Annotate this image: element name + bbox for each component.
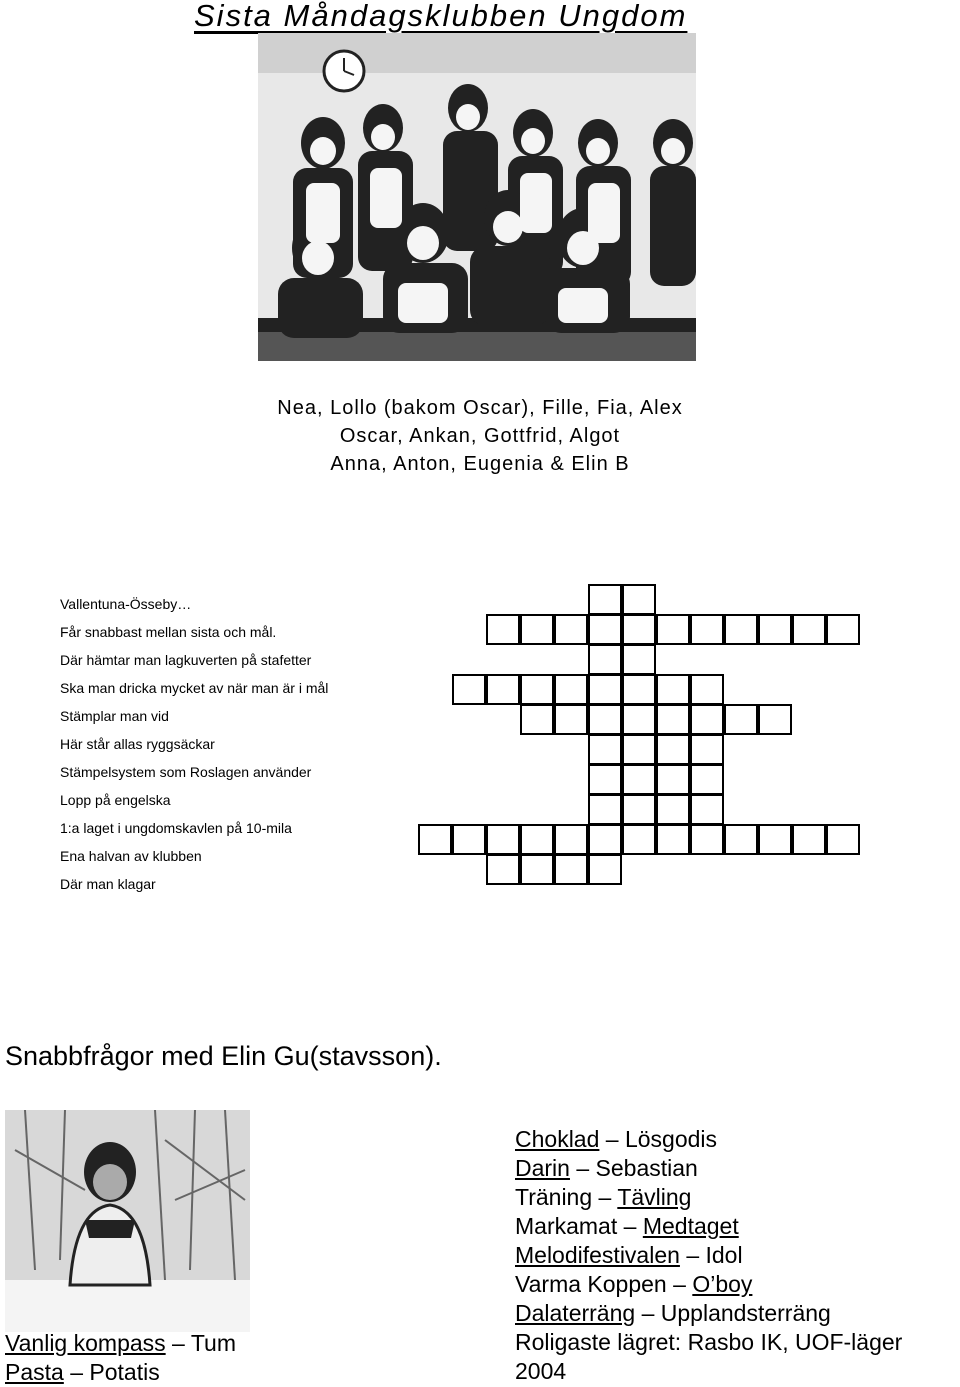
qa-option: Lösgodis	[624, 1126, 718, 1152]
qa-row	[5, 1358, 236, 1387]
crossword-cell[interactable]	[724, 704, 758, 735]
qa-option: Darin	[515, 1155, 570, 1181]
qa-row	[515, 1183, 955, 1212]
crossword-cell[interactable]	[520, 674, 554, 705]
crossword-cell[interactable]	[588, 704, 622, 735]
crossword-cell[interactable]	[622, 704, 656, 735]
crossword-cell[interactable]	[690, 794, 724, 825]
crossword-cell[interactable]	[622, 644, 656, 675]
crossword-cell[interactable]	[690, 764, 724, 795]
clue-item: Får snabbast mellan sista och mål.	[60, 624, 277, 640]
qa-option: O’boy	[692, 1271, 753, 1297]
qa-option: Träning	[515, 1184, 593, 1210]
crossword-cell[interactable]	[622, 824, 656, 855]
qa-option: Melodifestivalen	[515, 1242, 680, 1268]
crossword-cell[interactable]	[452, 674, 486, 705]
clue-item: Vallentuna-Össeby…	[60, 596, 192, 612]
clue-item: Stämplar man vid	[60, 708, 169, 724]
qa-dash: –	[598, 1184, 612, 1210]
qa-row	[515, 1154, 955, 1183]
clue-item: Lopp på engelska	[60, 792, 171, 808]
crossword-cell[interactable]	[656, 614, 690, 645]
crossword-cell[interactable]	[758, 614, 792, 645]
qa-dash: –	[70, 1359, 84, 1385]
elin-photo	[5, 1110, 250, 1332]
caption-line: Nea, Lollo (bakom Oscar), Fille, Fia, Alex	[277, 397, 683, 419]
qa-dash: –	[686, 1242, 700, 1268]
crossword-cell[interactable]	[656, 764, 690, 795]
crossword-cell[interactable]	[554, 854, 588, 885]
crossword-cell[interactable]	[758, 824, 792, 855]
crossword-cell[interactable]	[792, 614, 826, 645]
quick-questions-heading: Snabbfrågor med Elin Gu(stavsson).	[5, 1041, 442, 1071]
crossword-cell[interactable]	[656, 704, 690, 735]
qa-list-left	[5, 1329, 236, 1387]
qa-option: Upplandsterräng	[660, 1300, 831, 1326]
qa-dash: –	[673, 1271, 686, 1297]
qa-option: Medtaget	[642, 1213, 739, 1239]
crossword-cell[interactable]	[554, 614, 588, 645]
crossword-cell[interactable]	[622, 674, 656, 705]
crossword-cell[interactable]	[554, 704, 588, 735]
crossword-cell[interactable]	[486, 824, 520, 855]
clue-item: Ska man dricka mycket av när man är i mål	[60, 680, 329, 696]
crossword-cell[interactable]	[724, 824, 758, 855]
qa-option: Varma Koppen	[515, 1271, 667, 1297]
crossword-cell[interactable]	[622, 794, 656, 825]
qa-option: Pasta	[5, 1359, 64, 1385]
crossword-cell[interactable]	[554, 674, 588, 705]
crossword-cell[interactable]	[690, 614, 724, 645]
crossword-cell[interactable]	[622, 734, 656, 765]
qa-option: Tum	[190, 1330, 236, 1356]
crossword-cell[interactable]	[554, 824, 588, 855]
crossword-cell[interactable]	[656, 824, 690, 855]
qa-option: Idol	[705, 1242, 743, 1268]
qa-row	[515, 1212, 955, 1241]
crossword-cell[interactable]	[724, 614, 758, 645]
crossword-cell[interactable]	[486, 854, 520, 885]
clue-item: Stämpelsystem som Roslagen använder	[60, 764, 312, 780]
crossword-cell[interactable]	[690, 734, 724, 765]
qa-dash: –	[641, 1300, 655, 1326]
crossword-cell[interactable]	[758, 704, 792, 735]
crossword-cell[interactable]	[418, 824, 452, 855]
qa-option: Markamat	[515, 1213, 618, 1239]
qa-dash: –	[623, 1213, 637, 1239]
crossword-cell[interactable]	[588, 614, 622, 645]
group-photo	[258, 33, 696, 361]
qa-option: Potatis	[89, 1359, 160, 1385]
crossword-cell[interactable]	[656, 794, 690, 825]
crossword-cell[interactable]	[452, 824, 486, 855]
photo-caption	[240, 394, 720, 478]
qa-row	[515, 1125, 955, 1154]
qa-option: Sebastian	[595, 1155, 698, 1181]
qa-row	[515, 1241, 955, 1270]
crossword-cell[interactable]	[588, 794, 622, 825]
crossword-cell[interactable]	[622, 764, 656, 795]
clue-item: Där hämtar man lagkuverten på stafetter	[60, 652, 312, 668]
crossword-cell[interactable]	[588, 584, 622, 615]
qa-row	[515, 1270, 955, 1299]
crossword-cell[interactable]	[690, 824, 724, 855]
qa-list-right	[515, 1125, 955, 1386]
crossword-cell[interactable]	[486, 614, 520, 645]
crossword-cell[interactable]	[826, 824, 860, 855]
caption-line: Anna, Anton, Eugenia & Elin B	[330, 453, 630, 475]
crossword-cell[interactable]	[622, 614, 656, 645]
crossword-cell[interactable]	[792, 824, 826, 855]
qa-dash: –	[172, 1330, 185, 1356]
page-title: Sista Måndagsklubben Ungdom	[194, 0, 688, 33]
clue-item: Ena halvan av klubben	[60, 848, 202, 864]
crossword-cell[interactable]	[656, 734, 690, 765]
qa-footer: Roligaste lägret: Rasbo IK, UOF-läger 2004	[515, 1329, 903, 1384]
crossword-cell[interactable]	[690, 674, 724, 705]
crossword-cell[interactable]	[588, 854, 622, 885]
crossword-cell[interactable]	[486, 674, 520, 705]
crossword-cell[interactable]	[588, 764, 622, 795]
qa-dash: –	[605, 1126, 619, 1152]
qa-dash: –	[576, 1155, 590, 1181]
crossword-cell[interactable]	[690, 704, 724, 735]
qa-row	[5, 1329, 236, 1358]
crossword-cell[interactable]	[520, 614, 554, 645]
crossword-cell[interactable]	[622, 584, 656, 615]
crossword-cell[interactable]	[588, 824, 622, 855]
crossword-cell[interactable]	[520, 704, 554, 735]
crossword-cell[interactable]	[520, 824, 554, 855]
crossword-cell[interactable]	[588, 734, 622, 765]
crossword-cell[interactable]	[826, 614, 860, 645]
clue-item: Här står allas ryggsäckar	[60, 736, 215, 752]
crossword-cell[interactable]	[588, 644, 622, 675]
crossword-cell[interactable]	[656, 674, 690, 705]
crossword-clues	[60, 590, 440, 898]
qa-option: Choklad	[515, 1126, 600, 1152]
qa-option: Dalaterräng	[515, 1300, 636, 1326]
qa-option: Tävling	[617, 1184, 692, 1210]
clue-item: Där man klagar	[60, 876, 156, 892]
caption-line: Oscar, Ankan, Gottfrid, Algot	[339, 425, 621, 447]
clue-item: 1:a laget i ungdomskavlen på 10-mila	[60, 820, 292, 836]
qa-row	[515, 1299, 955, 1328]
crossword-cell[interactable]	[520, 854, 554, 885]
qa-option: Vanlig kompass	[5, 1330, 166, 1356]
crossword-cell[interactable]	[588, 674, 622, 705]
